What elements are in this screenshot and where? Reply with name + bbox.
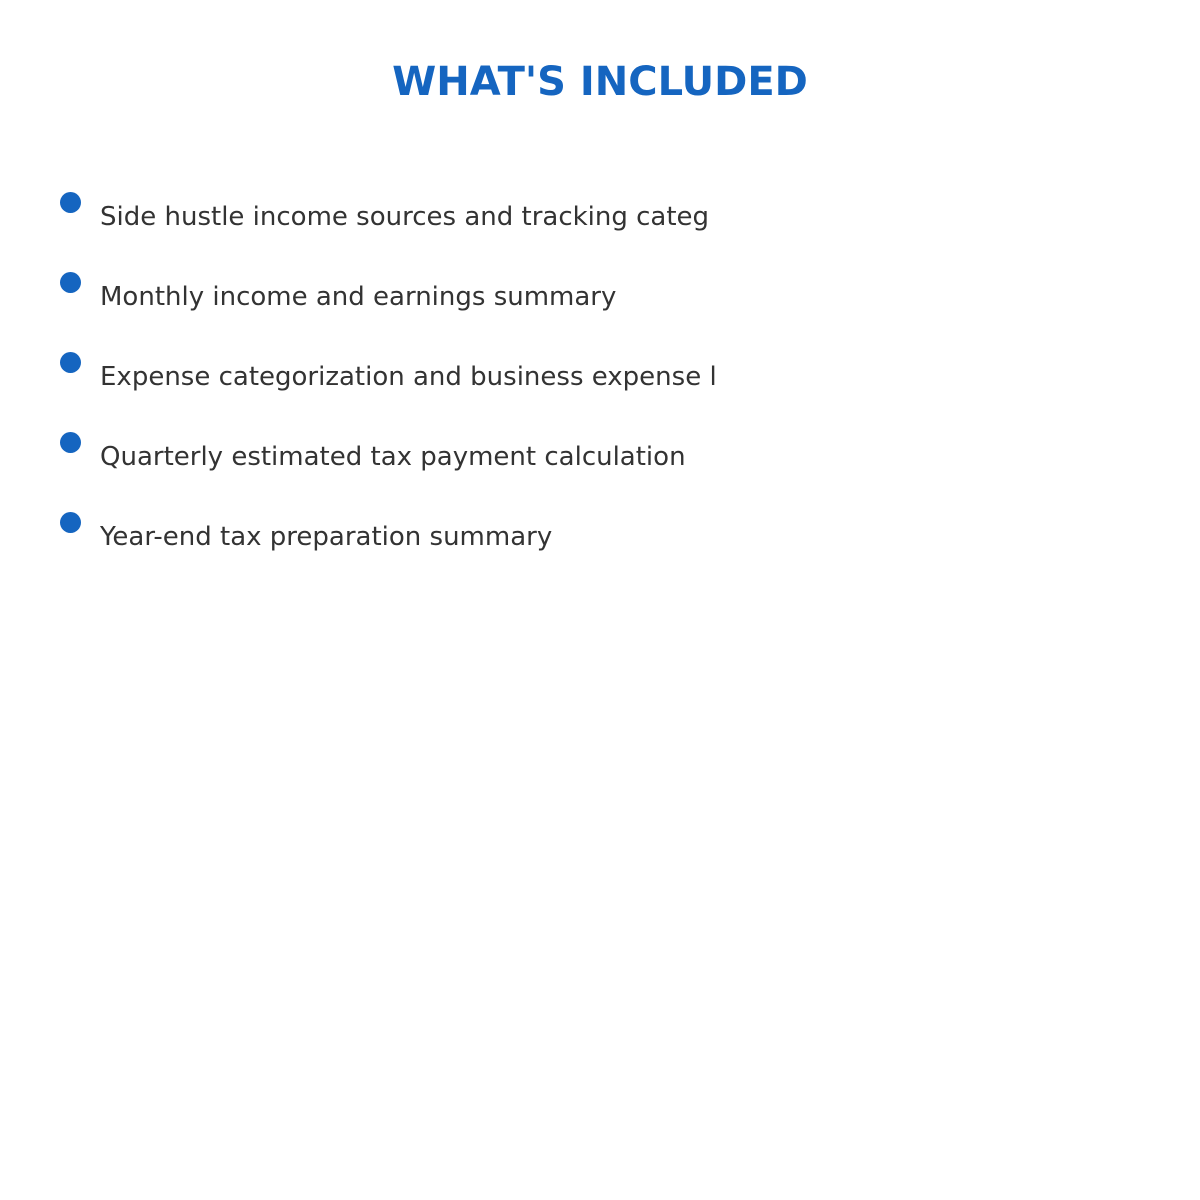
feature-item-income-sources — [0, 192, 1200, 252]
page-title: WHAT'S INCLUDED — [392, 59, 808, 105]
feature-item-year-end-summary — [0, 512, 1200, 572]
bullet-dot-icon — [60, 272, 81, 293]
bullet-dot-icon — [60, 432, 81, 453]
feature-item-quarterly-tax — [0, 432, 1200, 492]
bullet-dot-icon — [60, 352, 81, 373]
bullet-dot-icon — [60, 192, 81, 213]
feature-item-expense-categorization — [0, 352, 1200, 412]
feature-text: Monthly income and earnings summary — [100, 282, 617, 312]
feature-item-monthly-summary — [0, 272, 1200, 332]
feature-text: Expense categorization and business expense l — [100, 362, 717, 392]
feature-text: Quarterly estimated tax payment calculation — [100, 442, 686, 472]
feature-text: Side hustle income sources and tracking categ — [100, 202, 710, 232]
bullet-dot-icon — [60, 512, 81, 533]
feature-text: Year-end tax preparation summary — [100, 522, 553, 552]
